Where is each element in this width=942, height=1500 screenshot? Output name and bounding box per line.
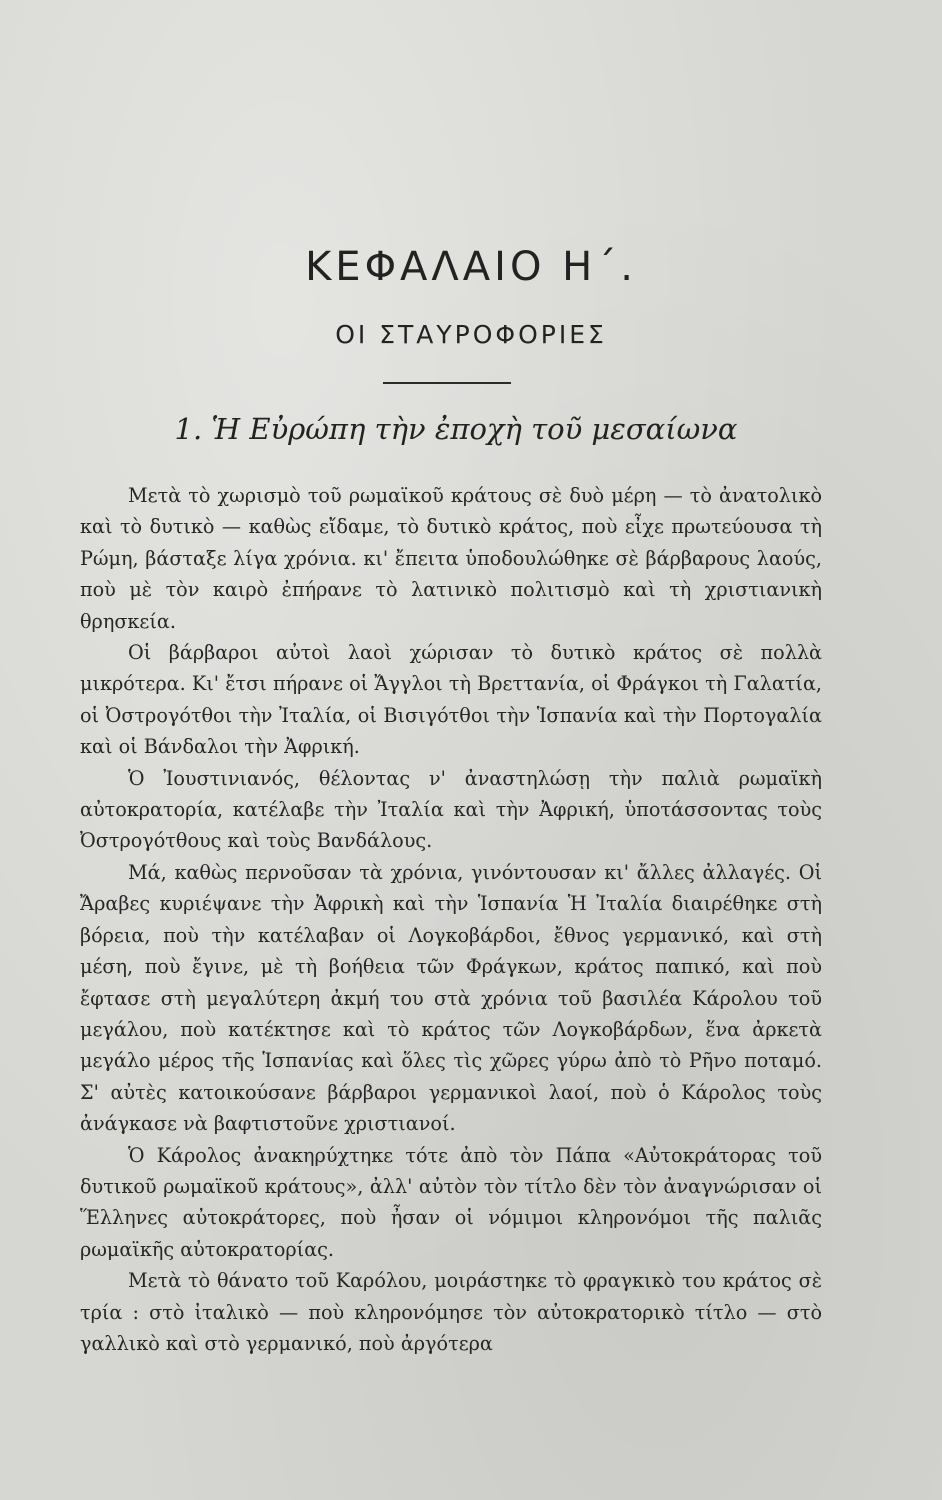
chapter-title: ΚΕΦΑΛΑΙΟ Η΄. — [305, 244, 637, 290]
paragraph: Μετὰ τὸ θάνατο τοῦ Καρόλου, μοιράστηκε τὸ φραγκικὸ του κράτος σὲ τρία : στὸ ἰταλικὸ — ποὺ κληρονόμησε τὸν αὐτοκρατορικὸ τίτλο — στὸ γαλλικὸ καὶ στὸ γερμανικό, ποὺ ἀργότερα — [80, 1269, 822, 1355]
paragraph: Ὁ Κάρολος ἀνακηρύχτηκε τότε ἀπὸ τὸν Πάπα «Αὐτοκράτορας τοῦ δυτικοῦ ρωμαϊκοῦ κράτους», ἀλλ' αὐτὸν τὸν τίτλο δὲν τὸν ἀναγνώρισαν οἱ Ἕλληνες αὐτοκράτορες, ποὺ ἦσαν οἱ νόμιμοι κληρονόμοι τῆς παλιᾶς ρωμαϊκῆς αὐτοκρατορίας. — [80, 1143, 822, 1261]
section-heading: 1. Ἡ Εὐρώπη τὴν ἐποχὴ τοῦ μεσαίωνα — [174, 412, 738, 446]
chapter-subtitle: ΟΙ ΣΤΑΥΡΟΦΟΡΙΕΣ — [335, 320, 607, 349]
section-divider — [383, 382, 511, 384]
body-text — [80, 480, 822, 1359]
paragraph: Ὁ Ἰουστινιανός, θέλοντας ν' ἀναστηλώσῃ τὴν παλιὰ ρωμαϊκὴ αὐτοκρατορία, κατέλαβε τὴν Ἰταλία καὶ τὴν Ἀφρική, ὑποτάσσοντας τοὺς Ὀστρογότθους καὶ τοὺς Βανδάλους. — [80, 766, 822, 853]
paragraph: Οἱ βάρβαροι αὐτοὶ λαοὶ χώρισαν τὸ δυτικὸ κράτος σὲ πολλὰ μικρότερα. Κι' ἔτσι πήρανε οἱ Ἄγγλοι τὴ Βρεττανία, οἱ Φράγκοι τὴ Γαλατία, οἱ Ὀστρογότθοι τὴν Ἰταλία, οἱ Βισιγότθοι τὴν Ἱσπανία καὶ τὴν Πορτογαλία καὶ οἱ Βάνδαλοι τὴν Ἀφρική. — [80, 641, 822, 759]
paragraph: Μετὰ τὸ χωρισμὸ τοῦ ρωμαϊκοῦ κράτους σὲ δυὸ μέρη — τὸ ἀνατολικὸ καὶ τὸ δυτικὸ — καθὼς εἴδαμε, τὸ δυτικὸ κράτος, ποὺ εἶχε πρωτεύουσα τὴ Ρώμη, βάσταξε λίγα χρόνια. κι' ἔπειτα ὑποδουλώθηκε σὲ βάρβαρους λαούς, ποὺ μὲ τὸν καιρὸ ἐπήρανε τὸ λατινικὸ πολιτισμὸ καὶ τὴ χριστιανικὴ θρησκεία. — [80, 484, 822, 633]
paragraph: Μά, καθὼς περνοῦσαν τὰ χρόνια, γινόντουσαν κι' ἄλλες ἀλλαγές. Οἱ Ἄραβες κυριέψανε τὴν Ἀφρικὴ καὶ τὴν Ἱσπανία Ἡ Ἰταλία διαιρέθηκε στὴ βόρεια, ποὺ τὴν κατέλαβαν οἱ Λογκοβάρδοι, ἔθνος γερμανικό, καὶ στὴ μέση, ποὺ ἔγινε, μὲ τὴ βοήθεια τῶν Φράγκων, κράτος παπικό, καὶ ποὺ ἔφτασε στὴ μεγαλύτερη ἀκμή του στὰ χρόνια τοῦ βασιλέα Κάρολου τοῦ μεγάλου, ποὺ κατέκτησε καὶ τὸ κράτος τῶν Λογκοβάρδων, ἕνα ἀρκετὰ μεγάλο μέρος τῆς Ἱσπανίας καὶ ὅλες τὶς χῶρες γύρω ἀπὸ τὸ Ρῆνο ποταμό. Σ' αὐτὲς κατοικούσανε βάρβαροι γερμανικοὶ λαοί, ποὺ ὁ Κάρολος τοὺς ἀνάγκασε νὰ βαφτιστοῦνε χριστιανοί. — [80, 860, 822, 1136]
